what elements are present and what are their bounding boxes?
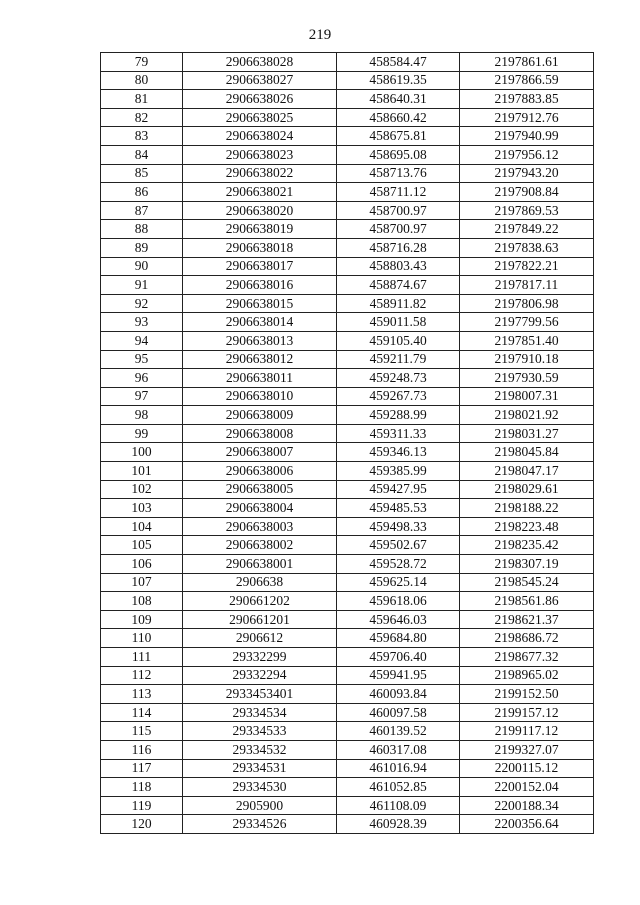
x-coordinate-cell: 460097.58 (337, 703, 460, 722)
table-row (101, 629, 594, 648)
table-row (101, 722, 594, 741)
table-row (101, 369, 594, 388)
row-number-cell: 88 (101, 220, 183, 239)
x-coordinate-cell: 459011.58 (337, 313, 460, 332)
point-id-cell: 29334533 (183, 722, 337, 741)
table-row (101, 778, 594, 797)
y-coordinate-cell: 2198031.27 (460, 424, 594, 443)
x-coordinate-cell: 458803.43 (337, 257, 460, 276)
y-coordinate-cell: 2197817.11 (460, 276, 594, 295)
y-coordinate-cell: 2199152.50 (460, 685, 594, 704)
y-coordinate-cell: 2197849.22 (460, 220, 594, 239)
row-number-cell: 118 (101, 778, 183, 797)
y-coordinate-cell: 2200115.12 (460, 759, 594, 778)
y-coordinate-cell: 2197861.61 (460, 53, 594, 72)
x-coordinate-cell: 461016.94 (337, 759, 460, 778)
table-row (101, 424, 594, 443)
point-id-cell: 2906638028 (183, 53, 337, 72)
x-coordinate-cell: 458660.42 (337, 108, 460, 127)
row-number-cell: 90 (101, 257, 183, 276)
row-number-cell: 101 (101, 462, 183, 481)
x-coordinate-cell: 459502.67 (337, 536, 460, 555)
table-row (101, 108, 594, 127)
row-number-cell: 99 (101, 424, 183, 443)
row-number-cell: 95 (101, 350, 183, 369)
x-coordinate-cell: 459618.06 (337, 592, 460, 611)
y-coordinate-cell: 2197930.59 (460, 369, 594, 388)
x-coordinate-cell: 458695.08 (337, 145, 460, 164)
x-coordinate-cell: 459288.99 (337, 406, 460, 425)
y-coordinate-cell: 2198029.61 (460, 480, 594, 499)
row-number-cell: 86 (101, 183, 183, 202)
x-coordinate-cell: 459385.99 (337, 462, 460, 481)
table-row (101, 220, 594, 239)
table-row (101, 796, 594, 815)
x-coordinate-cell: 459528.72 (337, 555, 460, 574)
x-coordinate-cell: 459646.03 (337, 610, 460, 629)
row-number-cell: 92 (101, 294, 183, 313)
row-number-cell: 112 (101, 666, 183, 685)
point-id-cell: 2906638009 (183, 406, 337, 425)
page-number: 219 (308, 27, 332, 43)
y-coordinate-cell: 2198223.48 (460, 517, 594, 536)
table-row (101, 536, 594, 555)
row-number-cell: 102 (101, 480, 183, 499)
y-coordinate-cell: 2198188.22 (460, 499, 594, 518)
point-id-cell: 290661202 (183, 592, 337, 611)
point-id-cell: 29334532 (183, 740, 337, 759)
y-coordinate-cell: 2198561.86 (460, 592, 594, 611)
table-row (101, 257, 594, 276)
point-id-cell: 2906638027 (183, 71, 337, 90)
y-coordinate-cell: 2198007.31 (460, 387, 594, 406)
point-id-cell: 2906612 (183, 629, 337, 648)
row-number-cell: 94 (101, 331, 183, 350)
y-coordinate-cell: 2199157.12 (460, 703, 594, 722)
x-coordinate-cell: 458700.97 (337, 201, 460, 220)
table-row (101, 648, 594, 667)
point-id-cell: 2906638007 (183, 443, 337, 462)
point-id-cell: 2906638001 (183, 555, 337, 574)
x-coordinate-cell: 459684.80 (337, 629, 460, 648)
table-row (101, 703, 594, 722)
point-id-cell: 2906638005 (183, 480, 337, 499)
row-number-cell: 80 (101, 71, 183, 90)
point-id-cell: 29334531 (183, 759, 337, 778)
table-row (101, 183, 594, 202)
table-row (101, 480, 594, 499)
point-id-cell: 29332299 (183, 648, 337, 667)
row-number-cell: 120 (101, 815, 183, 834)
row-number-cell: 116 (101, 740, 183, 759)
table-row (101, 406, 594, 425)
y-coordinate-cell: 2197908.84 (460, 183, 594, 202)
x-coordinate-cell: 461108.09 (337, 796, 460, 815)
row-number-cell: 103 (101, 499, 183, 518)
point-id-cell: 29334530 (183, 778, 337, 797)
x-coordinate-cell: 458584.47 (337, 53, 460, 72)
y-coordinate-cell: 2198621.37 (460, 610, 594, 629)
point-id-cell: 2906638018 (183, 238, 337, 257)
x-coordinate-cell: 458640.31 (337, 90, 460, 109)
point-id-cell: 2906638016 (183, 276, 337, 295)
y-coordinate-cell: 2198047.17 (460, 462, 594, 481)
row-number-cell: 82 (101, 108, 183, 127)
row-number-cell: 93 (101, 313, 183, 332)
row-number-cell: 100 (101, 443, 183, 462)
table-row (101, 499, 594, 518)
y-coordinate-cell: 2198021.92 (460, 406, 594, 425)
x-coordinate-cell: 459625.14 (337, 573, 460, 592)
point-id-cell: 2906638021 (183, 183, 337, 202)
x-coordinate-cell: 459485.53 (337, 499, 460, 518)
point-id-cell: 2906638025 (183, 108, 337, 127)
y-coordinate-cell: 2197943.20 (460, 164, 594, 183)
y-coordinate-cell: 2197838.63 (460, 238, 594, 257)
point-id-cell: 2905900 (183, 796, 337, 815)
row-number-cell: 109 (101, 610, 183, 629)
point-id-cell: 2906638006 (183, 462, 337, 481)
y-coordinate-cell: 2198235.42 (460, 536, 594, 555)
row-number-cell: 91 (101, 276, 183, 295)
point-id-cell: 29334534 (183, 703, 337, 722)
coordinates-table (100, 52, 594, 834)
row-number-cell: 83 (101, 127, 183, 146)
x-coordinate-cell: 459248.73 (337, 369, 460, 388)
table-row (101, 127, 594, 146)
row-number-cell: 96 (101, 369, 183, 388)
row-number-cell: 98 (101, 406, 183, 425)
x-coordinate-cell: 459706.40 (337, 648, 460, 667)
y-coordinate-cell: 2200188.34 (460, 796, 594, 815)
point-id-cell: 2906638004 (183, 499, 337, 518)
point-id-cell: 2906638013 (183, 331, 337, 350)
row-number-cell: 105 (101, 536, 183, 555)
row-number-cell: 89 (101, 238, 183, 257)
table-row (101, 555, 594, 574)
table-row (101, 145, 594, 164)
table-row (101, 517, 594, 536)
x-coordinate-cell: 459498.33 (337, 517, 460, 536)
y-coordinate-cell: 2198965.02 (460, 666, 594, 685)
point-id-cell: 2906638019 (183, 220, 337, 239)
point-id-cell: 29334526 (183, 815, 337, 834)
point-id-cell: 2906638012 (183, 350, 337, 369)
x-coordinate-cell: 460317.08 (337, 740, 460, 759)
y-coordinate-cell: 2197883.85 (460, 90, 594, 109)
point-id-cell: 2906638024 (183, 127, 337, 146)
row-number-cell: 119 (101, 796, 183, 815)
y-coordinate-cell: 2197912.76 (460, 108, 594, 127)
y-coordinate-cell: 2197822.21 (460, 257, 594, 276)
point-id-cell: 2906638015 (183, 294, 337, 313)
x-coordinate-cell: 459311.33 (337, 424, 460, 443)
table-row (101, 685, 594, 704)
row-number-cell: 107 (101, 573, 183, 592)
point-id-cell: 2906638026 (183, 90, 337, 109)
x-coordinate-cell: 461052.85 (337, 778, 460, 797)
point-id-cell: 2906638017 (183, 257, 337, 276)
point-id-cell: 2906638010 (183, 387, 337, 406)
table-body (101, 53, 594, 834)
row-number-cell: 110 (101, 629, 183, 648)
x-coordinate-cell: 459427.95 (337, 480, 460, 499)
y-coordinate-cell: 2197851.40 (460, 331, 594, 350)
row-number-cell: 113 (101, 685, 183, 704)
table-row (101, 90, 594, 109)
table-row (101, 313, 594, 332)
y-coordinate-cell: 2197910.18 (460, 350, 594, 369)
table-row (101, 740, 594, 759)
row-number-cell: 81 (101, 90, 183, 109)
row-number-cell: 111 (101, 648, 183, 667)
point-id-cell: 2906638008 (183, 424, 337, 443)
row-number-cell: 108 (101, 592, 183, 611)
table-row (101, 276, 594, 295)
point-id-cell: 290661201 (183, 610, 337, 629)
x-coordinate-cell: 460139.52 (337, 722, 460, 741)
x-coordinate-cell: 458700.97 (337, 220, 460, 239)
x-coordinate-cell: 458713.76 (337, 164, 460, 183)
table-row (101, 294, 594, 313)
x-coordinate-cell: 458911.82 (337, 294, 460, 313)
x-coordinate-cell: 459941.95 (337, 666, 460, 685)
table-row (101, 201, 594, 220)
row-number-cell: 114 (101, 703, 183, 722)
y-coordinate-cell: 2199117.12 (460, 722, 594, 741)
y-coordinate-cell: 2198686.72 (460, 629, 594, 648)
x-coordinate-cell: 460928.39 (337, 815, 460, 834)
point-id-cell: 2906638014 (183, 313, 337, 332)
point-id-cell: 2906638003 (183, 517, 337, 536)
table-row (101, 610, 594, 629)
table-row (101, 164, 594, 183)
table-row (101, 573, 594, 592)
row-number-cell: 87 (101, 201, 183, 220)
table-row (101, 387, 594, 406)
x-coordinate-cell: 459267.73 (337, 387, 460, 406)
y-coordinate-cell: 2199327.07 (460, 740, 594, 759)
row-number-cell: 84 (101, 145, 183, 164)
y-coordinate-cell: 2197799.56 (460, 313, 594, 332)
row-number-cell: 79 (101, 53, 183, 72)
y-coordinate-cell: 2197806.98 (460, 294, 594, 313)
table-row (101, 759, 594, 778)
point-id-cell: 2906638022 (183, 164, 337, 183)
table-row (101, 592, 594, 611)
row-number-cell: 97 (101, 387, 183, 406)
x-coordinate-cell: 458711.12 (337, 183, 460, 202)
point-id-cell: 2906638020 (183, 201, 337, 220)
x-coordinate-cell: 458874.67 (337, 276, 460, 295)
table-row (101, 443, 594, 462)
table-row (101, 53, 594, 72)
row-number-cell: 104 (101, 517, 183, 536)
y-coordinate-cell: 2198307.19 (460, 555, 594, 574)
point-id-cell: 2906638002 (183, 536, 337, 555)
table-row (101, 331, 594, 350)
x-coordinate-cell: 459105.40 (337, 331, 460, 350)
x-coordinate-cell: 458675.81 (337, 127, 460, 146)
table-row (101, 350, 594, 369)
table-row (101, 666, 594, 685)
row-number-cell: 117 (101, 759, 183, 778)
y-coordinate-cell: 2197869.53 (460, 201, 594, 220)
table-row (101, 238, 594, 257)
y-coordinate-cell: 2198045.84 (460, 443, 594, 462)
y-coordinate-cell: 2198677.32 (460, 648, 594, 667)
table-row (101, 71, 594, 90)
x-coordinate-cell: 458716.28 (337, 238, 460, 257)
x-coordinate-cell: 459346.13 (337, 443, 460, 462)
row-number-cell: 106 (101, 555, 183, 574)
y-coordinate-cell: 2197956.12 (460, 145, 594, 164)
point-id-cell: 2933453401 (183, 685, 337, 704)
x-coordinate-cell: 460093.84 (337, 685, 460, 704)
point-id-cell: 29332294 (183, 666, 337, 685)
x-coordinate-cell: 458619.35 (337, 71, 460, 90)
x-coordinate-cell: 459211.79 (337, 350, 460, 369)
point-id-cell: 2906638023 (183, 145, 337, 164)
y-coordinate-cell: 2197940.99 (460, 127, 594, 146)
row-number-cell: 115 (101, 722, 183, 741)
table-row (101, 462, 594, 481)
y-coordinate-cell: 2200152.04 (460, 778, 594, 797)
point-id-cell: 2906638 (183, 573, 337, 592)
y-coordinate-cell: 2198545.24 (460, 573, 594, 592)
row-number-cell: 85 (101, 164, 183, 183)
y-coordinate-cell: 2197866.59 (460, 71, 594, 90)
y-coordinate-cell: 2200356.64 (460, 815, 594, 834)
table-row (101, 815, 594, 834)
point-id-cell: 2906638011 (183, 369, 337, 388)
